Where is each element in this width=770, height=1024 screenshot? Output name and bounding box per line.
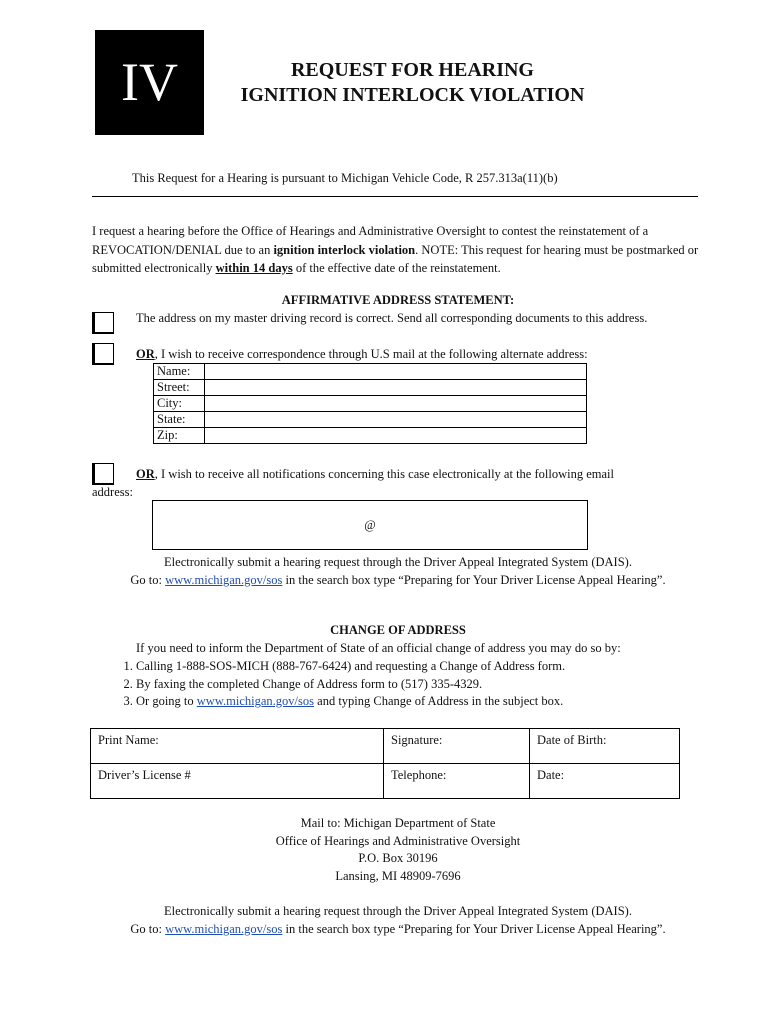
pursuant-statement: This Request for a Hearing is pursuant to Michigan Vehicle Code, R 257.313a(11)(b) [132, 171, 558, 185]
state-field[interactable] [205, 412, 587, 428]
checkbox-alternate-address[interactable] [92, 343, 114, 365]
print-name-label: Print Name: [98, 733, 159, 747]
section-badge: IV [95, 30, 204, 135]
option-email-address-label: address: [92, 485, 133, 499]
or-label: OR [136, 347, 155, 361]
city-label: City: [154, 396, 205, 412]
street-label: Street: [154, 380, 205, 396]
title-line-2: IGNITION INTERLOCK VIOLATION [240, 84, 585, 106]
email-at-sign: @ [364, 518, 376, 532]
table-row [154, 396, 587, 412]
list-item [136, 693, 714, 711]
list-item: 2. By faxing the completed Change of Address form to (517) 335-4329. [136, 676, 714, 694]
title-line-1: REQUEST FOR HEARING [290, 59, 534, 81]
intro-bold-deadline: within 14 days [215, 261, 293, 275]
signature-label: Signature: [391, 733, 443, 747]
mail-line-1: Mail to: Michigan Department of State [300, 816, 496, 830]
table-row [154, 380, 587, 396]
intro-text-3: of the effective date of the reinstatement. [292, 261, 501, 275]
goto-rest: in the search box type “Preparing for Your Driver License Appeal Hearing”. [282, 572, 666, 587]
sos-link[interactable]: www.michigan.gov/sos [165, 572, 283, 587]
goto-rest: in the search box type “Preparing for Your Driver License Appeal Hearing”. [282, 921, 666, 936]
table-row [154, 428, 587, 444]
goto-label: Go to: [130, 572, 166, 587]
option-alternate-address [136, 347, 588, 362]
divider-line [92, 196, 698, 197]
table-row [91, 729, 680, 764]
signature-field[interactable] [384, 729, 530, 764]
alternate-address-table [153, 363, 587, 444]
list-item: 1. Calling 1-888-SOS-MICH (888-767-6424) and requesting a Change of Address form. [136, 658, 714, 676]
dais-text: Electronically submit a hearing request through the Driver Appeal Integrated System (DAIS). [164, 904, 632, 918]
table-row [91, 764, 680, 799]
intro-text-1: I request a hearing before the Office of Hearings and Administrative Oversight to contest the reinstatement of a REVOCATION/DENIAL due to an [92, 224, 649, 257]
telephone-field[interactable] [384, 764, 530, 799]
mail-line-2: Office of Hearings and Administrative Oversight [275, 833, 521, 848]
sos-link[interactable]: www.michigan.gov/sos [196, 694, 315, 708]
sos-link[interactable]: www.michigan.gov/sos [165, 921, 283, 936]
change-address-heading: CHANGE OF ADDRESS [330, 623, 466, 637]
zip-field[interactable] [205, 428, 587, 444]
change-address-steps [114, 658, 714, 711]
mail-line-3: P.O. Box 30196 [358, 851, 438, 865]
license-field[interactable] [91, 764, 384, 799]
zip-label: Zip: [154, 428, 205, 444]
dais-block-2 [0, 903, 770, 938]
name-field[interactable] [205, 364, 587, 380]
dob-field[interactable] [530, 729, 680, 764]
intro-bold-violation: ignition interlock violation [273, 242, 416, 257]
date-label: Date: [537, 768, 565, 782]
email-field[interactable] [152, 500, 588, 550]
intro-text-2: . NOTE: This request for hearing must be postmarked or submitted electronically [92, 242, 699, 275]
intro-paragraph [92, 222, 702, 278]
telephone-label: Telephone: [391, 768, 447, 782]
mail-address-block [0, 815, 770, 885]
option-address-correct: The address on my master driving record is correct. Send all corresponding documents to this address. [136, 311, 648, 325]
affirmative-heading: AFFIRMATIVE ADDRESS STATEMENT: [281, 293, 515, 307]
step3-text: Or going to [136, 694, 197, 708]
mail-line-4: Lansing, MI 48909-7696 [335, 868, 461, 883]
table-row [154, 364, 587, 380]
dais-text: Electronically submit a hearing request through the Driver Appeal Integrated System (DAIS). [164, 555, 632, 569]
signature-table [90, 728, 680, 799]
change-address-intro: If you need to inform the Department of State of an official change of address you may do so by: [136, 641, 621, 655]
dais-goto [0, 572, 770, 590]
goto-label: Go to: [130, 921, 166, 936]
checkbox-address-correct[interactable] [92, 312, 114, 334]
print-name-field[interactable] [91, 729, 384, 764]
form-title [205, 58, 620, 108]
option-email [136, 467, 614, 482]
dob-label: Date of Birth: [537, 733, 607, 747]
street-field[interactable] [205, 380, 587, 396]
license-label: Driver’s License # [98, 768, 191, 782]
option-alternate-text: , I wish to receive correspondence through U.S mail at the following alternate address: [154, 347, 588, 361]
city-field[interactable] [205, 396, 587, 412]
option-email-text: , I wish to receive all notifications concerning this case electronically at the following email [154, 467, 614, 481]
or-label: OR [136, 467, 155, 481]
checkbox-email[interactable] [92, 463, 114, 485]
state-label: State: [154, 412, 205, 428]
table-row [154, 412, 587, 428]
date-field[interactable] [530, 764, 680, 799]
dais-goto [0, 921, 770, 939]
name-label: Name: [154, 364, 205, 380]
dais-block-1 [0, 554, 770, 589]
step3-rest: and typing Change of Address in the subject box. [314, 694, 564, 708]
